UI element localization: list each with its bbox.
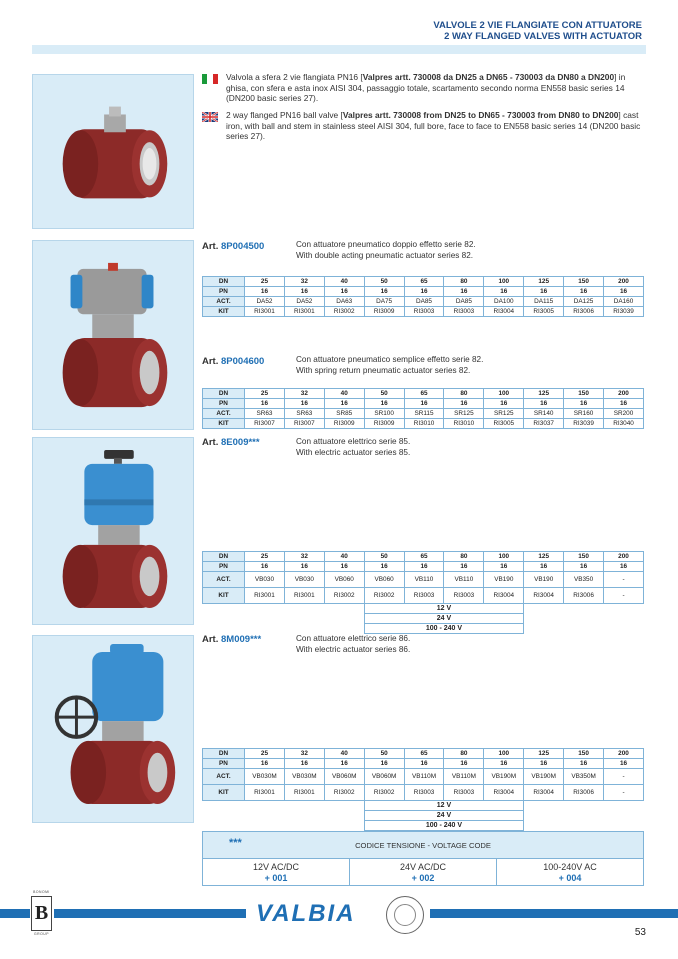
act-cell: VB350 (564, 572, 604, 588)
kit-cell: RI3009 (364, 419, 404, 429)
kit-cell: RI3001 (284, 588, 324, 604)
pn-cell: 16 (245, 759, 285, 769)
pn-cell: 16 (484, 759, 524, 769)
dn-cell: 80 (444, 389, 484, 399)
certification-seal-icon (386, 896, 424, 934)
kit-cell: RI3004 (524, 588, 564, 604)
act-cell: DA75 (364, 297, 404, 307)
pn-cell: 16 (324, 759, 364, 769)
pn-cell: 16 (284, 562, 324, 572)
page-number: 53 (634, 927, 646, 938)
row-label: PN (203, 399, 245, 409)
kit-cell: RI3010 (404, 419, 444, 429)
kit-cell: RI3003 (444, 307, 484, 317)
article-code-4 (202, 634, 261, 645)
kit-cell: RI3004 (484, 307, 524, 317)
electric-valve-photo (32, 437, 194, 625)
bonomi-group-logo (31, 896, 52, 931)
kit-cell: RI3002 (324, 307, 364, 317)
act-cell: DA100 (484, 297, 524, 307)
page-header (433, 20, 642, 42)
dn-cell: 100 (484, 749, 524, 759)
dn-cell: 200 (604, 749, 644, 759)
pn-cell: 16 (484, 562, 524, 572)
row-label: PN (203, 759, 245, 769)
voltage-option-label: 24V AC/DC (399, 862, 447, 872)
act-cell: DA115 (524, 297, 564, 307)
table-row (203, 801, 644, 811)
pn-cell: 16 (484, 399, 524, 409)
dn-cell: 100 (484, 552, 524, 562)
kit-cell: RI3001 (245, 307, 285, 317)
row-label: ACT. (203, 297, 245, 307)
desc-it: Con attuatore pneumatico semplice effetto serie 82. (296, 355, 484, 364)
group-top-text: BONOMI (33, 890, 50, 894)
dn-cell: 32 (284, 389, 324, 399)
kit-cell: RI3039 (604, 307, 644, 317)
spec-table-2 (202, 388, 644, 429)
dn-cell: 80 (444, 552, 484, 562)
article-desc-2 (296, 355, 483, 376)
dn-cell: 200 (604, 552, 644, 562)
row-label: DN (203, 277, 245, 287)
pn-cell: 16 (404, 287, 444, 297)
dn-cell: 32 (284, 552, 324, 562)
kit-cell: RI3002 (324, 785, 364, 801)
act-cell: SR115 (404, 409, 444, 419)
pn-cell: 16 (245, 287, 285, 297)
dn-cell: 125 (524, 389, 564, 399)
intro-it (226, 72, 646, 104)
dn-cell: 100 (484, 277, 524, 287)
footer-bar-right (430, 909, 678, 918)
pn-cell: 16 (364, 562, 404, 572)
valbia-logo: VALBIA (256, 900, 356, 927)
desc-en: With spring return pneumatic actuator series 82. (296, 365, 471, 375)
kit-cell: RI3002 (364, 588, 404, 604)
dn-cell: 65 (404, 389, 444, 399)
dn-cell: 50 (364, 277, 404, 287)
table-row (203, 389, 644, 399)
act-cell: DA63 (324, 297, 364, 307)
kit-cell: RI3001 (245, 588, 285, 604)
footer-bar-mid (54, 909, 246, 918)
act-cell: - (604, 572, 644, 588)
kit-cell: RI3009 (324, 419, 364, 429)
dn-cell: 50 (364, 552, 404, 562)
pn-cell: 16 (284, 287, 324, 297)
dn-cell: 80 (444, 749, 484, 759)
pn-cell: 16 (604, 562, 644, 572)
article-desc-4 (296, 634, 410, 655)
row-label: DN (203, 749, 245, 759)
voltage-option (203, 859, 350, 885)
kit-cell: RI3003 (404, 785, 444, 801)
kit-cell: RI3006 (564, 785, 604, 801)
act-cell: DA52 (284, 297, 324, 307)
act-cell: SR160 (564, 409, 604, 419)
pn-cell: 16 (564, 562, 604, 572)
dn-cell: 150 (564, 277, 604, 287)
voltage-code-title: CODICE TENSIONE - VOLTAGE CODE (355, 841, 491, 850)
voltage-code-box (202, 831, 644, 886)
kit-cell: RI3007 (284, 419, 324, 429)
act-cell: SR125 (484, 409, 524, 419)
act-cell: SR100 (364, 409, 404, 419)
kit-cell: RI3040 (604, 419, 644, 429)
pn-cell: 16 (324, 562, 364, 572)
act-cell: VB030 (245, 572, 285, 588)
kit-cell: RI3002 (364, 785, 404, 801)
valve-photo (32, 74, 194, 229)
table-row (203, 604, 644, 614)
table-row (203, 759, 644, 769)
pn-cell: 16 (604, 759, 644, 769)
pn-cell: 16 (524, 759, 564, 769)
intro-en-post: ] cast iron, with ball and stem in stainless steel AISI 304, full bore, face to face to EN558 basic series 14 (DN200 basic series 27). (226, 110, 641, 141)
desc-it: Con attuatore elettrico serie 86. (296, 634, 411, 643)
table-row (203, 588, 644, 604)
art-code: 8E009*** (221, 437, 260, 448)
kit-cell: RI3007 (245, 419, 285, 429)
desc-en: With double acting pneumatic actuator series 82. (296, 250, 474, 260)
row-label: KIT (203, 307, 245, 317)
table-row (203, 785, 644, 801)
pn-cell: 16 (524, 399, 564, 409)
article-code-1 (202, 241, 264, 252)
act-cell: - (604, 769, 644, 785)
dn-cell: 40 (324, 749, 364, 759)
row-label: ACT. (203, 572, 245, 588)
pn-cell: 16 (564, 287, 604, 297)
row-label: KIT (203, 588, 245, 604)
dn-cell: 125 (524, 277, 564, 287)
kit-cell: RI3006 (564, 307, 604, 317)
voltage-option (497, 859, 643, 885)
italian-flag-icon (202, 74, 218, 84)
act-cell: VB030M (245, 769, 285, 785)
header-title-it: VALVOLE 2 VIE FLANGIATE CON ATTUATORE (433, 20, 642, 31)
dn-cell: 25 (245, 552, 285, 562)
act-cell: SR140 (524, 409, 564, 419)
art-prefix: Art. (202, 356, 219, 367)
kit-cell: RI3005 (484, 419, 524, 429)
header-title-en: 2 WAY FLANGED VALVES WITH ACTUATOR (444, 31, 642, 42)
kit-cell: RI3001 (245, 785, 285, 801)
act-cell: SR200 (604, 409, 644, 419)
kit-cell: RI3004 (484, 588, 524, 604)
voltage-cell: 100 - 240 V (364, 624, 524, 634)
kit-cell: RI3003 (404, 307, 444, 317)
dn-cell: 80 (444, 277, 484, 287)
act-cell: VB110 (444, 572, 484, 588)
pn-cell: 16 (564, 759, 604, 769)
kit-cell: RI3039 (564, 419, 604, 429)
act-cell: DA85 (444, 297, 484, 307)
table-row (203, 552, 644, 562)
table-row (203, 307, 644, 317)
voltage-cell: 24 V (364, 614, 524, 624)
voltage-code-header (203, 832, 643, 859)
dn-cell: 65 (404, 277, 444, 287)
pn-cell: 16 (604, 399, 644, 409)
kit-cell: RI3003 (444, 588, 484, 604)
pn-cell: 16 (444, 287, 484, 297)
intro-en (226, 110, 646, 142)
dn-cell: 125 (524, 749, 564, 759)
kit-cell: RI3003 (444, 785, 484, 801)
row-label: PN (203, 562, 245, 572)
row-label: DN (203, 389, 245, 399)
act-cell: VB190M (484, 769, 524, 785)
table-row (203, 287, 644, 297)
art-code: 8M009*** (221, 634, 262, 645)
table-row (203, 614, 644, 624)
kit-cell: - (604, 588, 644, 604)
pn-cell: 16 (524, 562, 564, 572)
pn-cell: 16 (404, 562, 444, 572)
act-cell: SR85 (324, 409, 364, 419)
pn-cell: 16 (484, 287, 524, 297)
pn-cell: 16 (364, 399, 404, 409)
act-cell: VB110M (444, 769, 484, 785)
kit-cell: RI3009 (364, 307, 404, 317)
art-code: 8P004600 (221, 356, 265, 367)
dn-cell: 150 (564, 749, 604, 759)
voltage-option-label: 100-240V AC (543, 862, 597, 872)
act-cell: VB110 (404, 572, 444, 588)
pn-cell: 16 (444, 399, 484, 409)
pn-cell: 16 (404, 399, 444, 409)
act-cell: DA85 (404, 297, 444, 307)
dn-cell: 50 (364, 749, 404, 759)
dn-cell: 25 (245, 277, 285, 287)
voltage-cell: 24 V (364, 811, 524, 821)
table-row (203, 409, 644, 419)
voltage-option-code: + 004 (558, 873, 582, 883)
act-cell: VB190 (484, 572, 524, 588)
act-cell: VB350M (564, 769, 604, 785)
row-label: PN (203, 287, 245, 297)
kit-cell: - (604, 785, 644, 801)
dn-cell: 50 (364, 389, 404, 399)
pn-cell: 16 (404, 759, 444, 769)
pn-cell: 16 (364, 287, 404, 297)
kit-cell: RI3001 (284, 785, 324, 801)
table-row (203, 562, 644, 572)
voltage-option (350, 859, 497, 885)
electric-handwheel-valve-photo (32, 635, 194, 823)
pn-cell: 16 (245, 399, 285, 409)
voltage-cell: 12 V (364, 801, 524, 811)
desc-en: With electric actuator series 86. (296, 644, 411, 654)
header-bar (32, 45, 646, 54)
dn-cell: 40 (324, 277, 364, 287)
dn-cell: 25 (245, 749, 285, 759)
act-cell: DA52 (245, 297, 285, 307)
row-label: ACT. (203, 409, 245, 419)
table-row (203, 277, 644, 287)
table-row (203, 572, 644, 588)
kit-cell: RI3005 (524, 307, 564, 317)
act-cell: VB060M (364, 769, 404, 785)
voltage-cell: 100 - 240 V (364, 821, 524, 831)
row-label: KIT (203, 419, 245, 429)
table-row (203, 419, 644, 429)
dn-cell: 200 (604, 277, 644, 287)
row-label: DN (203, 552, 245, 562)
row-label: ACT. (203, 769, 245, 785)
spec-table-3 (202, 551, 644, 634)
dn-cell: 65 (404, 552, 444, 562)
pn-cell: 16 (284, 399, 324, 409)
article-code-3 (202, 437, 260, 448)
dn-cell: 100 (484, 389, 524, 399)
act-cell: VB190 (524, 572, 564, 588)
desc-it: Con attuatore pneumatico doppio effetto serie 82. (296, 240, 476, 249)
dn-cell: 40 (324, 389, 364, 399)
group-logo-letter: B (34, 902, 49, 924)
pn-cell: 16 (364, 759, 404, 769)
kit-cell: RI3001 (284, 307, 324, 317)
desc-en: With electric actuator series 85. (296, 447, 411, 457)
dn-cell: 65 (404, 749, 444, 759)
voltage-cell: 12 V (364, 604, 524, 614)
table-row (203, 821, 644, 831)
group-bottom-text: GROUP (34, 932, 49, 936)
act-cell: VB190M (524, 769, 564, 785)
pneumatic-valve-photo (32, 240, 194, 430)
table-row (203, 399, 644, 409)
kit-cell: RI3004 (524, 785, 564, 801)
voltage-code-row (203, 859, 643, 885)
voltage-code-stars: *** (229, 837, 242, 849)
kit-cell: RI3037 (524, 419, 564, 429)
voltage-option-code: + 002 (411, 873, 435, 883)
act-cell: SR63 (284, 409, 324, 419)
dn-cell: 32 (284, 277, 324, 287)
act-cell: DA160 (604, 297, 644, 307)
art-code: 8P004500 (221, 241, 265, 252)
table-row (203, 749, 644, 759)
pn-cell: 16 (604, 287, 644, 297)
pn-cell: 16 (444, 759, 484, 769)
table-row (203, 769, 644, 785)
spec-table-1 (202, 276, 644, 317)
kit-cell: RI3003 (404, 588, 444, 604)
act-cell: VB030M (284, 769, 324, 785)
pn-cell: 16 (524, 287, 564, 297)
voltage-option-label: 12V AC/DC (252, 862, 300, 872)
intro-it-post: ] in ghisa, con sfera e asta inox AISI 304, passaggio totale, scartamento secondo norma EN558 basic series 14 (DN200 basic series 27). (226, 72, 626, 103)
dn-cell: 125 (524, 552, 564, 562)
pn-cell: 16 (324, 399, 364, 409)
art-prefix: Art. (202, 437, 219, 448)
table-row (203, 297, 644, 307)
pn-cell: 16 (444, 562, 484, 572)
act-cell: VB110M (404, 769, 444, 785)
footer-bar-left (0, 909, 30, 918)
art-prefix: Art. (202, 241, 219, 252)
intro-it-pre: Valvola a sfera 2 vie flangiata PN16 [ (226, 72, 363, 82)
art-prefix: Art. (202, 634, 219, 645)
intro-en-bold: Valpres artt. 730008 from DN25 to DN65 - 730003 from DN80 to DN200 (342, 110, 619, 120)
intro-en-pre: 2 way flanged PN16 ball valve [ (226, 110, 343, 120)
kit-cell: RI3010 (444, 419, 484, 429)
kit-cell: RI3002 (324, 588, 364, 604)
kit-cell: RI3004 (484, 785, 524, 801)
act-cell: VB060 (364, 572, 404, 588)
act-cell: SR63 (245, 409, 285, 419)
table-row (203, 624, 644, 634)
act-cell: VB060M (324, 769, 364, 785)
act-cell: DA125 (564, 297, 604, 307)
act-cell: VB030 (284, 572, 324, 588)
dn-cell: 200 (604, 389, 644, 399)
dn-cell: 25 (245, 389, 285, 399)
voltage-option-code: + 001 (264, 873, 288, 883)
pn-cell: 16 (324, 287, 364, 297)
uk-flag-icon (202, 112, 218, 122)
pn-cell: 16 (284, 759, 324, 769)
row-label: KIT (203, 785, 245, 801)
dn-cell: 150 (564, 552, 604, 562)
dn-cell: 150 (564, 389, 604, 399)
article-code-2 (202, 356, 264, 367)
act-cell: VB060 (324, 572, 364, 588)
pn-cell: 16 (245, 562, 285, 572)
act-cell: SR125 (444, 409, 484, 419)
desc-it: Con attuatore elettrico serie 85. (296, 437, 411, 446)
article-desc-1 (296, 240, 476, 261)
table-row (203, 811, 644, 821)
dn-cell: 32 (284, 749, 324, 759)
intro-it-bold: Valpres artt. 730008 da DN25 a DN65 - 730003 da DN80 a DN200 (362, 72, 615, 82)
pn-cell: 16 (564, 399, 604, 409)
dn-cell: 40 (324, 552, 364, 562)
article-desc-3 (296, 437, 410, 458)
kit-cell: RI3006 (564, 588, 604, 604)
spec-table-4 (202, 748, 644, 831)
